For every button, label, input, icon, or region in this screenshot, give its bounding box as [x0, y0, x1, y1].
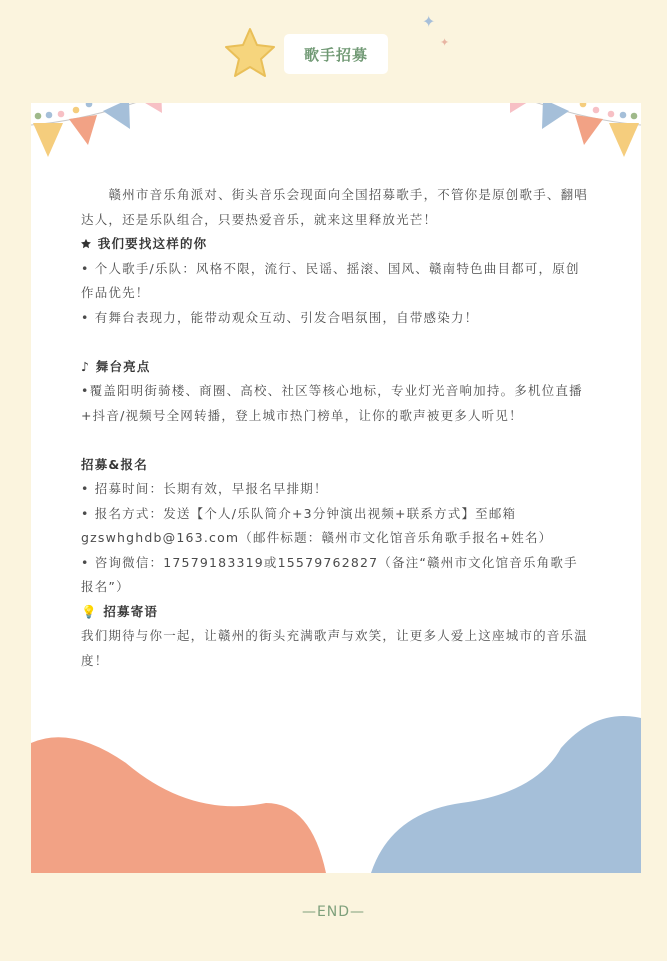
star-icon: [222, 26, 278, 82]
music-note-icon: ♪: [81, 358, 91, 374]
section-title: 我们要找这样的你: [97, 236, 208, 251]
section-title: 舞台亮点: [95, 358, 151, 374]
list-item: • 有舞台表现力，能带动观众互动、引发合唱氛围，自带感染力！: [81, 309, 479, 325]
header: [0, 0, 667, 100]
intro-paragraph: 赣州市音乐角派对、街头音乐会现面向全国招募歌手，不管你是原创歌手、翻唱达人，还是乐队组合，只要热爱音乐，就来这里释放光芒！: [81, 187, 589, 227]
section-paragraph: •覆盖阳明街骑楼、商圈、高校、社区等核心地标，专业灯光音响加持。多机位直播+抖音/视频号全网转播，登上城市热门榜单，让你的歌声被更多人听见！: [81, 383, 583, 423]
list-item: • 咨询微信：17579183319或15579762827（备注“赣州市文化馆音乐角歌手报名”）: [81, 554, 578, 594]
list-item: • 个人歌手/乐队：风格不限，流行、民谣、摇滚、国风、赣南特色曲目都可，原创作品优先！: [81, 260, 580, 300]
page-title: 歌手招募: [284, 34, 388, 74]
sparkle-icon: ✦: [422, 12, 436, 31]
section-heading: [81, 600, 591, 625]
sparkle-icon: ✦: [440, 36, 450, 49]
end-marker: —END—: [301, 904, 366, 920]
list-item: • 招募时间：长期有效，早报名早排期！: [81, 481, 328, 496]
bunting-right-decoration: [501, 103, 641, 175]
section-heading: 招募&报名: [81, 456, 148, 472]
blue-blob-decoration: [371, 713, 641, 873]
list-item: • 报名方式：发送【个人/乐队简介+3分钟演出视频+联系方式】至邮箱gzswhghdb@163.com（邮件标题：赣州市文化馆音乐角歌手报名+姓名）: [81, 505, 553, 545]
lightbulb-icon: 💡: [81, 603, 98, 619]
section-heading: [81, 232, 591, 257]
section-title: 招募寄语: [103, 603, 159, 619]
star-bullet-icon: 🟊: [81, 236, 93, 251]
section-paragraph: 我们期待与你一起，让赣州的街头充满歌声与欢笑，让更多人爱上这座城市的音乐温度！: [81, 628, 588, 668]
article-body: [81, 183, 591, 673]
section-heading: [81, 355, 591, 380]
orange-blob-decoration: [31, 733, 331, 873]
content-card: [31, 103, 641, 873]
bunting-left-decoration: [31, 103, 171, 175]
